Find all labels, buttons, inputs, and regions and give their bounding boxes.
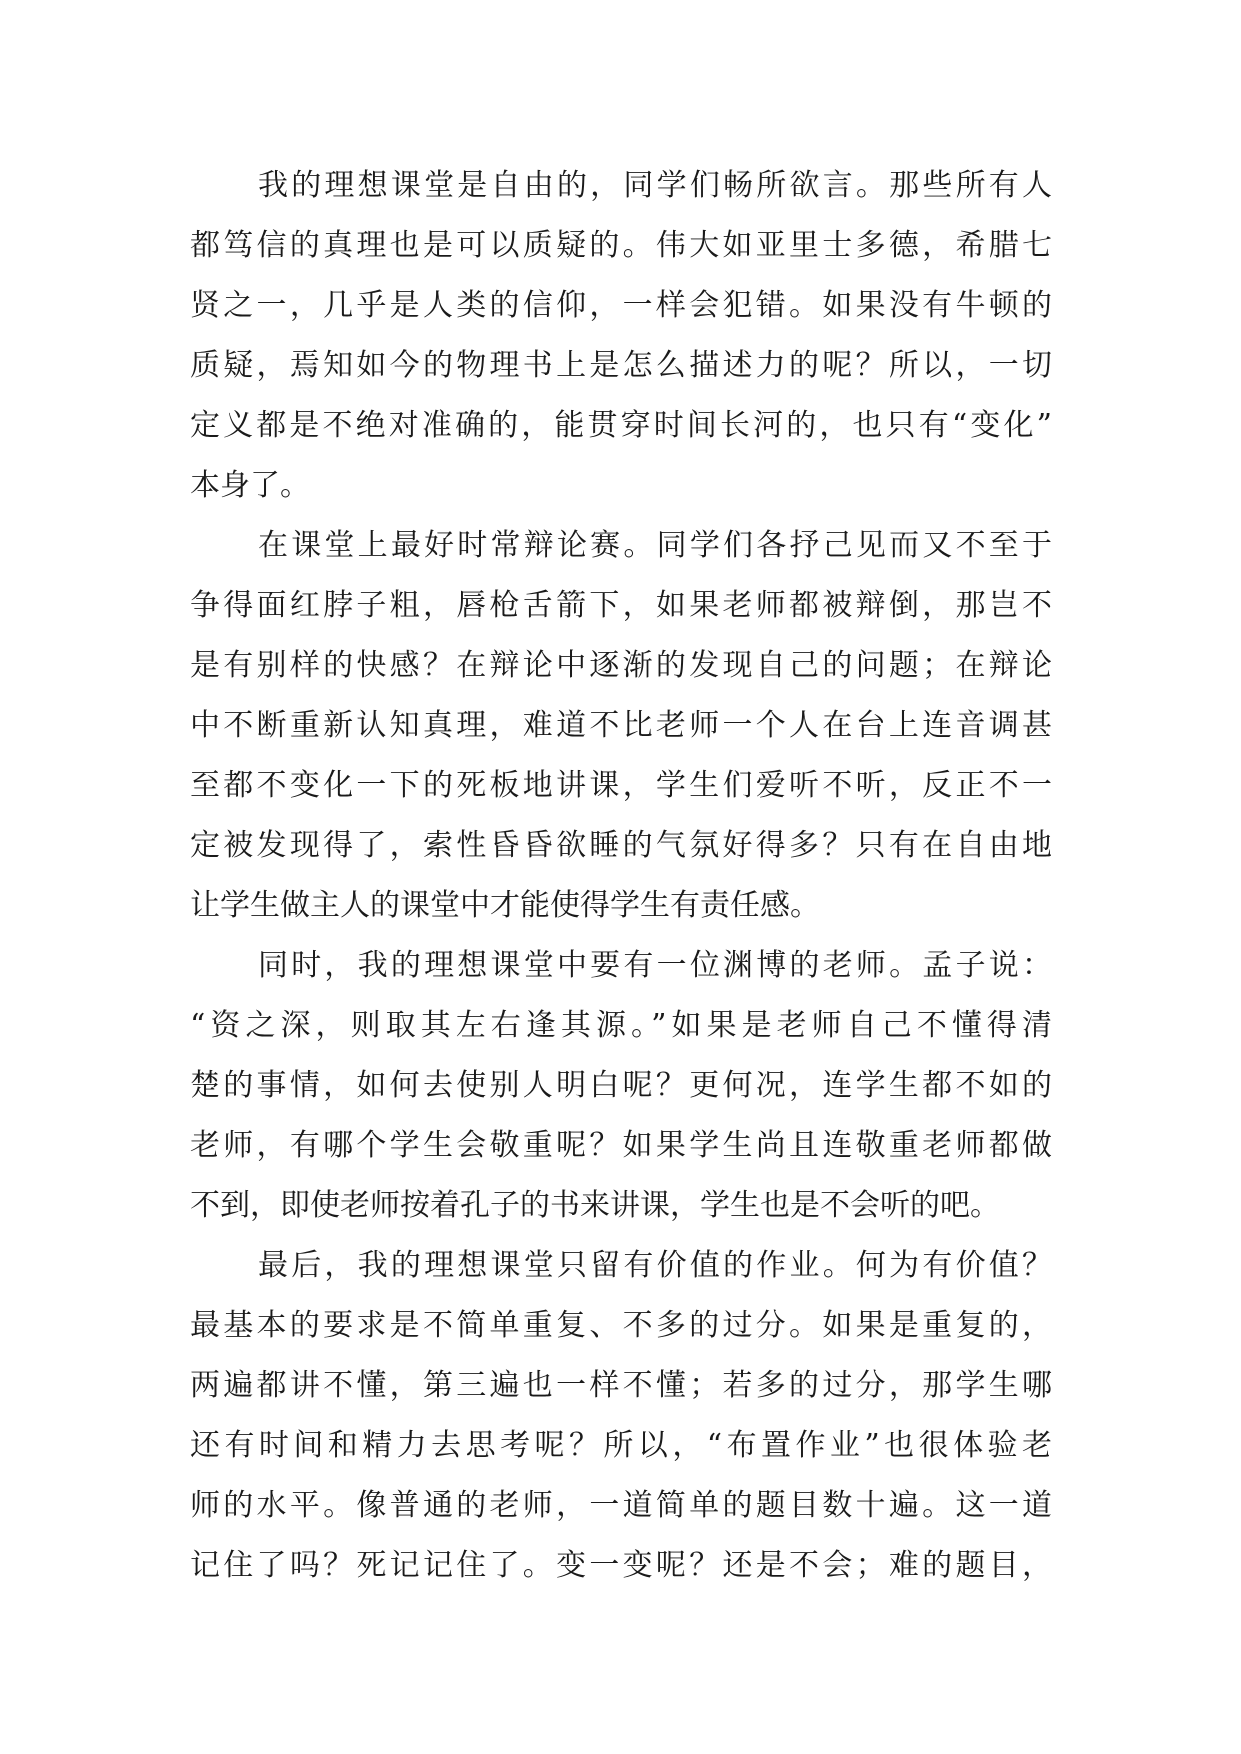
text-line: 让学生做主人的课堂中才能使得学生有责任感。 bbox=[190, 888, 820, 923]
text-line: 定被发现得了，索性昏昏欲睡的气氛好得多？只有在自由地 bbox=[190, 828, 1052, 863]
text-line: 最基本的要求是不简单重复、不多的过分。如果是重复的， bbox=[190, 1308, 1052, 1343]
text-line: 至都不变化一下的死板地讲课，学生们爱听不听，反正不一 bbox=[190, 768, 1052, 803]
body-text bbox=[190, 156, 1052, 1596]
text-line: 中不断重新认知真理，难道不比老师一个人在台上连音调甚 bbox=[190, 708, 1052, 743]
text-line: “资之深，则取其左右逢其源。”如果是老师自己不懂得清 bbox=[190, 1008, 1052, 1043]
text-line: 争得面红脖子粗，唇枪舌箭下，如果老师都被辩倒，那岂不 bbox=[190, 588, 1052, 623]
text-line: 不到，即使老师按着孔子的书来讲课，学生也是不会听的吧。 bbox=[190, 1188, 1000, 1223]
text-line: 师的水平。像普通的老师，一道简单的题目数十遍。这一道 bbox=[190, 1488, 1052, 1523]
paragraph-3 bbox=[190, 936, 1052, 1236]
text-line: 是有别样的快感？在辩论中逐渐的发现自己的问题；在辩论 bbox=[190, 648, 1052, 683]
text-line: 还有时间和精力去思考呢？所以，“布置作业”也很体验老 bbox=[190, 1428, 1052, 1463]
text-line: 记住了吗？死记记住了。变一变呢？还是不会；难的题目， bbox=[190, 1548, 1052, 1583]
paragraph-2 bbox=[190, 516, 1052, 936]
text-line: 两遍都讲不懂，第三遍也一样不懂；若多的过分，那学生哪 bbox=[190, 1368, 1052, 1403]
text-line: 都笃信的真理也是可以质疑的。伟大如亚里士多德，希腊七 bbox=[190, 228, 1052, 263]
text-line: 在课堂上最好时常辩论赛。同学们各抒己见而又不至于 bbox=[258, 528, 1052, 563]
text-line: 我的理想课堂是自由的，同学们畅所欲言。那些所有人 bbox=[258, 168, 1052, 203]
text-line: 定义都是不绝对准确的，能贯穿时间长河的，也只有“变化” bbox=[190, 408, 1052, 443]
text-line: 质疑，焉知如今的物理书上是怎么描述力的呢？所以，一切 bbox=[190, 348, 1052, 383]
text-line: 本身了。 bbox=[190, 468, 310, 503]
text-line: 同时，我的理想课堂中要有一位渊博的老师。孟子说： bbox=[258, 948, 1052, 983]
text-line: 最后，我的理想课堂只留有价值的作业。何为有价值？ bbox=[258, 1248, 1052, 1283]
text-line: 老师，有哪个学生会敬重呢？如果学生尚且连敬重老师都做 bbox=[190, 1128, 1052, 1163]
paragraph-1 bbox=[190, 156, 1052, 516]
text-line: 贤之一，几乎是人类的信仰，一样会犯错。如果没有牛顿的 bbox=[190, 288, 1052, 323]
text-line: 楚的事情，如何去使别人明白呢？更何况，连学生都不如的 bbox=[190, 1068, 1052, 1103]
paragraph-4 bbox=[190, 1236, 1052, 1596]
